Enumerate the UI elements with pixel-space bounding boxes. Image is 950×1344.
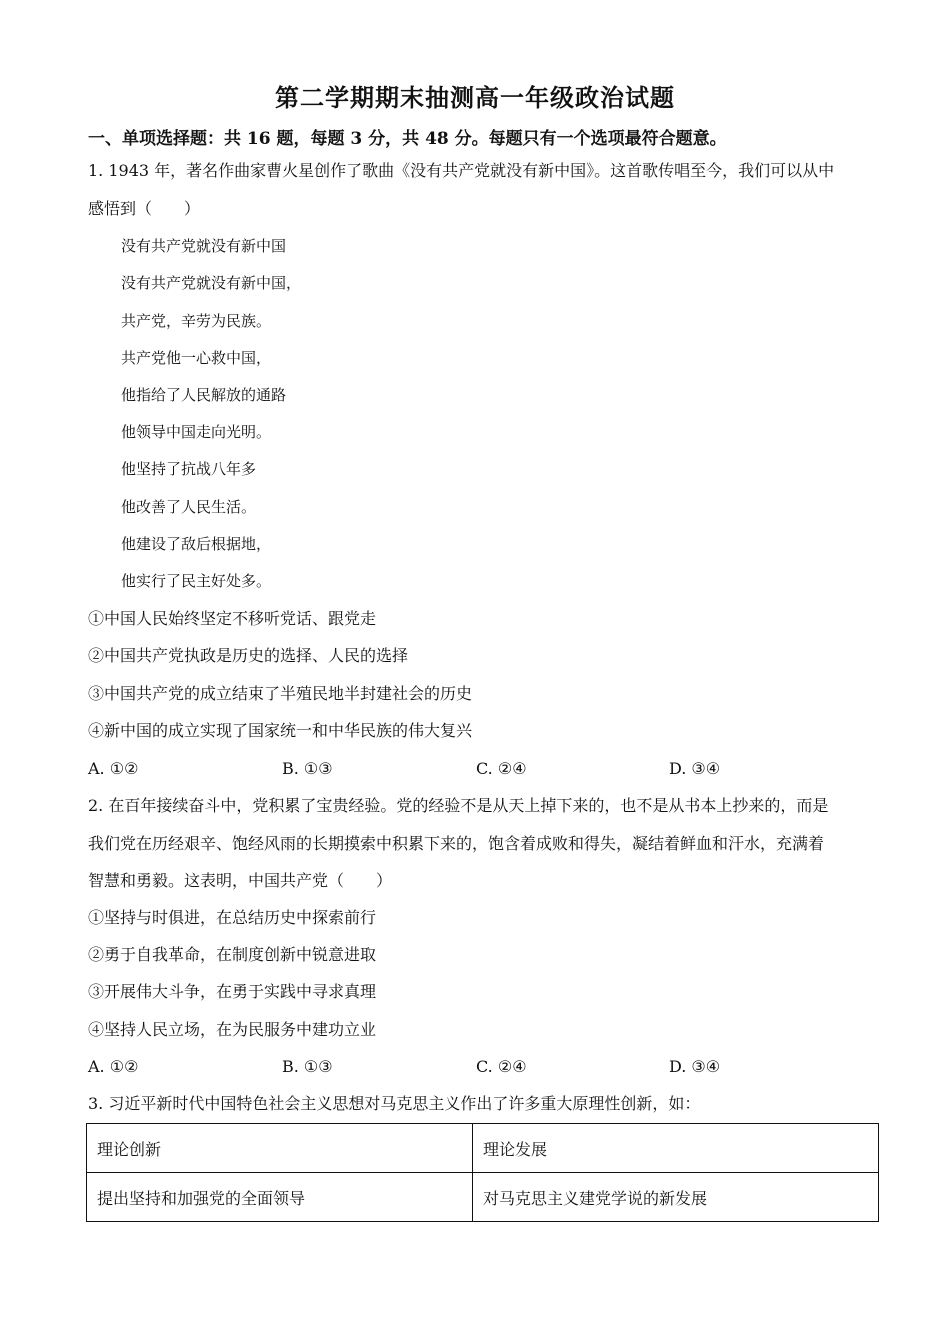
q2-option-b[interactable]: B. ①③	[282, 1057, 333, 1076]
q2-statement-4: ④坚持人民立场，在为民服务中建功立业	[88, 1020, 377, 1039]
q2-stem-line-1: 2. 在百年接续奋斗中，党积累了宝贵经验。党的经验不是从天上掉下来的，也不是从书本上抄来的，而是	[88, 796, 829, 815]
q1-lyric-line: 没有共产党就没有新中国，	[121, 274, 302, 292]
q1-lyric-line: 他坚持了抗战八年多	[121, 460, 257, 478]
q1-stem-line-1: 1. 1943 年，著名作曲家曹火星创作了歌曲《没有共产党就没有新中国》。这首歌传唱至今，我们可以从中	[88, 161, 835, 180]
q1-option-a[interactable]: A. ①②	[88, 759, 139, 778]
q1-lyric-line: 没有共产党就没有新中国	[121, 237, 287, 255]
q1-lyric-line: 共产党他一心救中国，	[121, 349, 272, 367]
q2-option-a[interactable]: A. ①②	[88, 1057, 139, 1076]
table-header-cell: 理论发展	[473, 1124, 879, 1173]
q2-statement-2: ②勇于自我革命，在制度创新中锐意进取	[88, 945, 377, 964]
q3-table	[86, 1123, 879, 1222]
q1-lyric-line: 他指给了人民解放的通路	[121, 386, 287, 404]
q1-lyric-line: 他改善了人民生活。	[121, 498, 257, 516]
q1-option-c[interactable]: C. ②④	[476, 759, 527, 778]
q1-option-d[interactable]: D. ③④	[669, 759, 721, 778]
q2-option-c[interactable]: C. ②④	[476, 1057, 527, 1076]
q2-stem-line-2: 我们党在历经艰辛、饱经风雨的长期摸索中积累下来的，饱含着成败和得失，凝结着鲜血和汗水，充满着	[88, 834, 825, 853]
q1-statement-1: ①中国人民始终坚定不移听党话、跟党走	[88, 609, 377, 628]
table-header-cell: 理论创新	[87, 1124, 473, 1173]
q1-statement-3: ③中国共产党的成立结束了半殖民地半封建社会的历史	[88, 684, 473, 703]
table-row	[87, 1173, 879, 1222]
q1-statement-2: ②中国共产党执政是历史的选择、人民的选择	[88, 646, 409, 665]
q1-option-b[interactable]: B. ①③	[282, 759, 333, 778]
q1-statement-4: ④新中国的成立实现了国家统一和中华民族的伟大复兴	[88, 721, 473, 740]
q2-statement-1: ①坚持与时俱进，在总结历史中探索前行	[88, 908, 377, 927]
table-cell: 对马克思主义建党学说的新发展	[473, 1173, 879, 1222]
table-header-row	[87, 1124, 879, 1173]
table-cell: 提出坚持和加强党的全面领导	[87, 1173, 473, 1222]
q2-stem-line-3: 智慧和勇毅。这表明，中国共产党（ ）	[88, 871, 393, 890]
q3-stem: 3. 习近平新时代中国特色社会主义思想对马克思主义作出了许多重大原理性创新，如：	[88, 1094, 701, 1113]
q2-statement-3: ③开展伟大斗争，在勇于实践中寻求真理	[88, 982, 377, 1001]
q1-lyric-line: 他实行了民主好处多。	[121, 572, 272, 590]
q1-lyric-line: 他领导中国走向光明。	[121, 423, 272, 441]
q1-lyric-line: 他建设了敌后根据地，	[121, 535, 272, 553]
q2-option-d[interactable]: D. ③④	[669, 1057, 721, 1076]
section-heading: 一、单项选择题：共 16 题，每题 3 分，共 48 分。每题只有一个选项最符合题意。	[88, 129, 727, 149]
q1-lyric-line: 共产党，辛劳为民族。	[121, 312, 272, 330]
exam-title: 第二学期期末抽测高一年级政治试题	[275, 83, 675, 112]
q1-stem-line-2: 感悟到（ ）	[88, 199, 201, 218]
